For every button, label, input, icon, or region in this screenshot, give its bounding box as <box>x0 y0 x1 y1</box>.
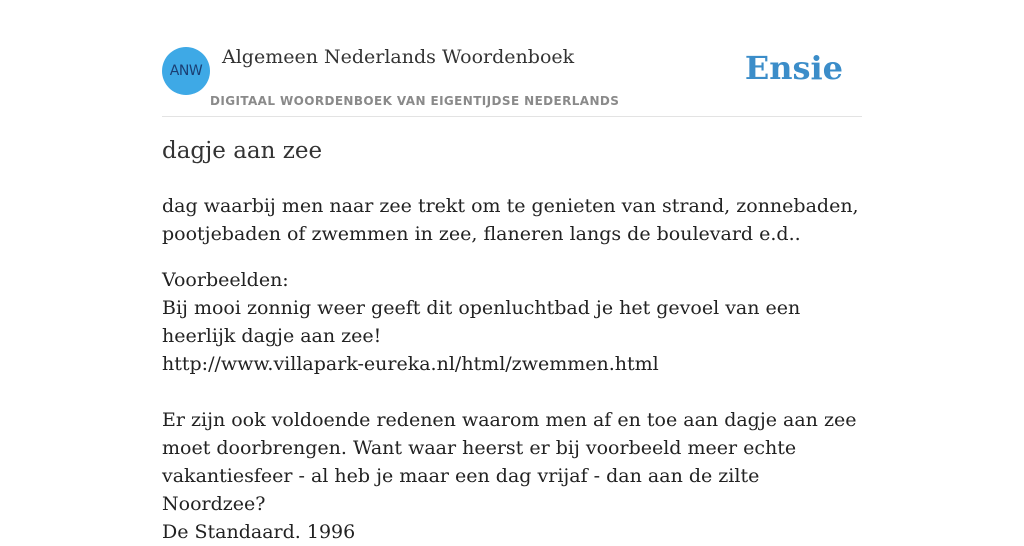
example-text: Bij mooi zonnig weer geeft dit openluchtbad je het gevoel van een heerlijk dagje aan zee! <box>162 297 801 347</box>
entry-definition: dag waarbij men naar zee trekt om te genieten van strand, zonnebaden, pootjebaden of zwemmen in zee, flaneren langs de boulevard e.d.. <box>162 195 859 245</box>
examples-label: Voorbeelden: <box>162 269 289 291</box>
anw-logo[interactable]: ANW <box>162 47 210 95</box>
site-title[interactable]: Algemeen Nederlands Woordenboek <box>222 46 575 68</box>
entry-content <box>162 192 862 546</box>
site-header <box>162 0 862 117</box>
entry-term: dagje aan zee <box>162 138 323 164</box>
ensie-brand-link[interactable]: Ensie <box>744 49 843 87</box>
page-container <box>162 0 862 543</box>
site-subtitle: DIGITAAL WOORDENBOEK VAN EIGENTIJDSE NEDERLANDS <box>210 94 620 108</box>
example-text: Er zijn ook voldoende redenen waarom men af en toe aan dagje aan zee moet doorbrengen. Want waar heerst er bij voorbeeld meer echte vakantiesfeer - al heb je maar een dag vrijaf - dan aan de zilte Noordzee? <box>162 409 857 515</box>
example-source: http://www.villapark-eureka.nl/html/zwemmen.html <box>162 353 659 375</box>
example-source: De Standaard. 1996 <box>162 521 356 543</box>
